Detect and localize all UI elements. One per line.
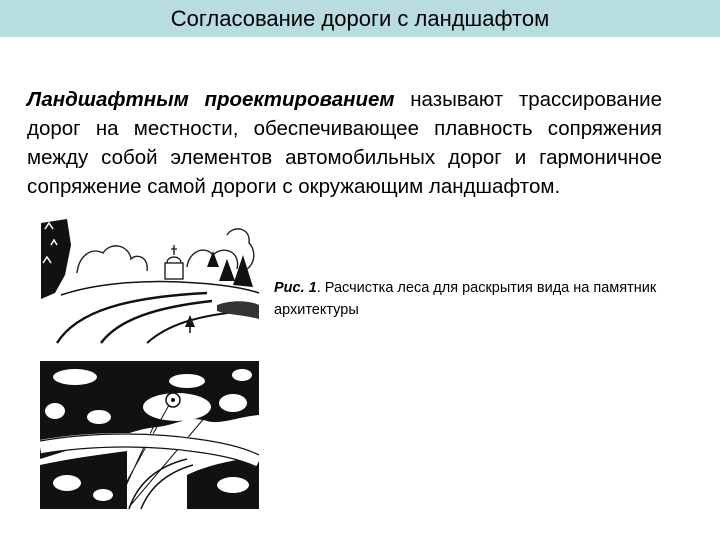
- definition-text: называют трассирование дорог на местности, обеспечивающее плавность сопряжения между собой элементов автомобильных дорог и гармоничное сопряжение самой дороги с окружающим ландшафтом.: [27, 87, 662, 198]
- figure-caption-text: . Расчистка леса для раскрытия вида на памятник архитектуры: [274, 279, 657, 318]
- definition-term: Ландшафтным проектированием: [27, 87, 395, 111]
- page-title: Согласование дороги с ландшафтом: [170, 5, 550, 31]
- perspective-view-illustration: [37, 215, 262, 345]
- figure-label: Рис. 1: [274, 279, 317, 296]
- plan-view-illustration: [37, 355, 262, 510]
- title-bar: [0, 0, 720, 37]
- definition-paragraph: [27, 85, 662, 201]
- figure-caption: [274, 277, 674, 321]
